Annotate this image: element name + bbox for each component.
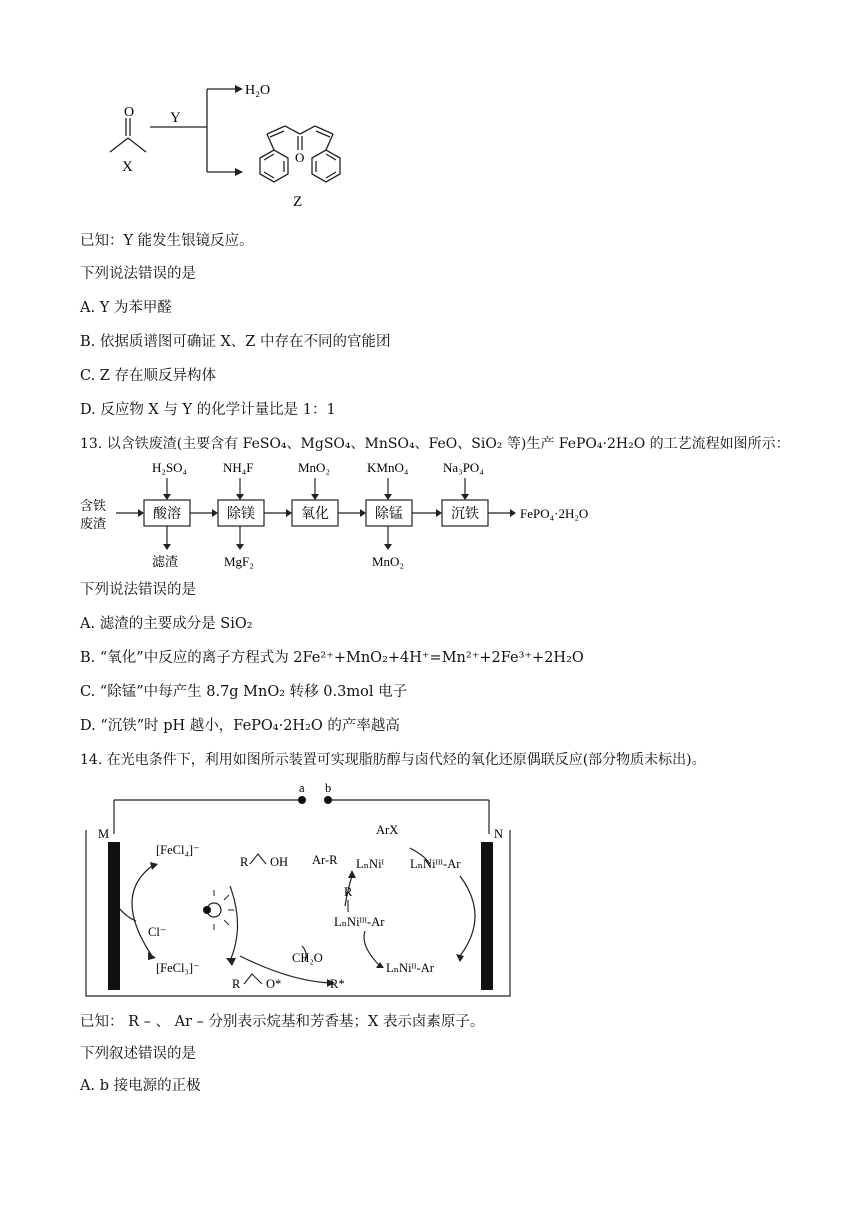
byproduct-mno2: MnO₂ xyxy=(372,554,404,569)
product-fepo4: FePO₄·2H₂O xyxy=(520,506,589,521)
q12-option-d: D. 反应物 X 与 Y 的化学计量比是 1：1 xyxy=(80,402,336,418)
alcohol-r: R xyxy=(240,855,249,869)
alcohol-oh: OH xyxy=(270,855,289,869)
electrolytic-cell-container xyxy=(86,830,510,996)
photoelectrochemical-cell-diagram xyxy=(80,776,520,1002)
z-carbonyl-o: O xyxy=(295,150,305,165)
process-flowchart xyxy=(78,456,618,576)
q14-prompt: 下列叙述错误的是 xyxy=(80,1046,196,1062)
q14-known: 已知： R – 、 Ar – 分别表示烷基和芳香基；X 表示卤素原子。 xyxy=(80,1014,485,1030)
step-1: 酸溶 xyxy=(153,506,181,522)
acetone-bond-right xyxy=(128,138,146,152)
species-ch2o: CH₂O xyxy=(292,951,323,965)
terminal-a-label: a xyxy=(299,781,305,795)
species-arr: Ar-R xyxy=(312,853,338,867)
q12-prompt: 下列说法错误的是 xyxy=(80,266,196,282)
species-lni1: LₙNiᴵ xyxy=(356,857,385,871)
curve-right-outer xyxy=(460,876,475,956)
electrode-n-label: N xyxy=(494,827,504,841)
step-4: 除锰 xyxy=(375,506,403,522)
q13-option-d: D. “沉铁”时 pH 越小，FePO₄·2H₂O 的产率越高 xyxy=(80,718,400,734)
step-3: 氧化 xyxy=(301,506,329,522)
terminal-b-label: b xyxy=(325,781,332,795)
input-line1: 含铁 xyxy=(80,499,107,514)
terminal-b-dot xyxy=(324,796,332,804)
label-z: Z xyxy=(293,194,303,210)
species-lni3ar: LₙNiᴵᴵᴵ-Ar xyxy=(410,857,461,871)
alkoxy-r: R xyxy=(232,977,241,991)
reagent-mno2: MnO₂ xyxy=(298,460,330,475)
species-fecl4: [FeCl₄]⁻ xyxy=(156,843,200,857)
curve-left-outer xyxy=(132,866,152,956)
q14-option-a: A. b 接电源的正极 xyxy=(80,1078,201,1094)
electrode-n xyxy=(481,842,493,990)
step-5: 沉铁 xyxy=(451,506,479,522)
acetone-o: O xyxy=(124,105,135,120)
species-arx: ArX xyxy=(376,823,399,837)
q12-option-c: C. Z 存在顺反异构体 xyxy=(80,368,216,384)
label-h2o: H₂O xyxy=(245,83,271,98)
q13-prompt: 下列说法错误的是 xyxy=(80,582,196,598)
q14-stem: 14. 在光电条件下，利用如图所示装置可实现脂肪醇与卤代烃的氧化还原偶联反应(部分物质未标出)。 xyxy=(80,752,706,768)
step-2: 除镁 xyxy=(227,506,255,522)
alkoxy-o: O* xyxy=(266,977,282,991)
q13-option-a: A. 滤渣的主要成分是 SiO₂ xyxy=(80,616,253,632)
byproduct-residue: 滤渣 xyxy=(152,555,179,570)
label-x: X xyxy=(122,159,133,175)
reagent-h2so4: H₂SO₄ xyxy=(152,460,188,475)
q12-option-b: B. 依据质谱图可确证 X、Z 中存在不同的官能团 xyxy=(80,334,391,350)
reaction-scheme xyxy=(95,70,425,215)
species-fecl3: [FeCl₃]⁻ xyxy=(156,961,200,975)
species-r-top: R xyxy=(344,885,353,899)
arrowhead-h2o xyxy=(235,85,243,93)
label-y: Y xyxy=(170,110,181,126)
species-cl: Cl⁻ xyxy=(148,925,167,939)
q13-stem: 13. 以含铁废渣(主要含有 FeSO₄、MgSO₄、MnSO₄、FeO、SiO₂ 等)生产 FePO₄·2H₂O 的工艺流程如图所示： xyxy=(80,436,790,452)
q13-option-c: C. “除锰”中每产生 8.7g MnO₂ 转移 0.3mol 电子 xyxy=(80,684,408,700)
arrowhead-z xyxy=(235,168,243,176)
q12-known: 已知：Y 能发生银镜反应。 xyxy=(80,233,254,249)
reagent-nh4f: NH₄F xyxy=(223,460,254,475)
q13-option-b: B. “氧化”中反应的离子方程式为 2Fe²⁺+MnO₂+4H⁺=Mn²⁺+2Fe³⁺+2H₂O xyxy=(80,650,584,666)
species-lni2ar: LₙNiᴵᴵ-Ar xyxy=(386,961,434,975)
species-lni3rar: LₙNiᴵᴵᴵ-Ar xyxy=(334,915,385,929)
q12-option-a: A. Y 为苯甲醛 xyxy=(80,300,172,316)
acetone-bond-left xyxy=(110,138,128,152)
reagent-kmno4: KMnO₄ xyxy=(367,460,409,475)
reagent-na3po4: Na₃PO₄ xyxy=(443,460,484,475)
input-line2: 废渣 xyxy=(80,517,107,532)
electrode-m-label: M xyxy=(98,827,110,841)
byproduct-mgf2: MgF₂ xyxy=(224,554,254,569)
terminal-a-dot xyxy=(298,796,306,804)
electrode-m xyxy=(108,842,120,990)
species-rstar: R* xyxy=(330,977,345,991)
